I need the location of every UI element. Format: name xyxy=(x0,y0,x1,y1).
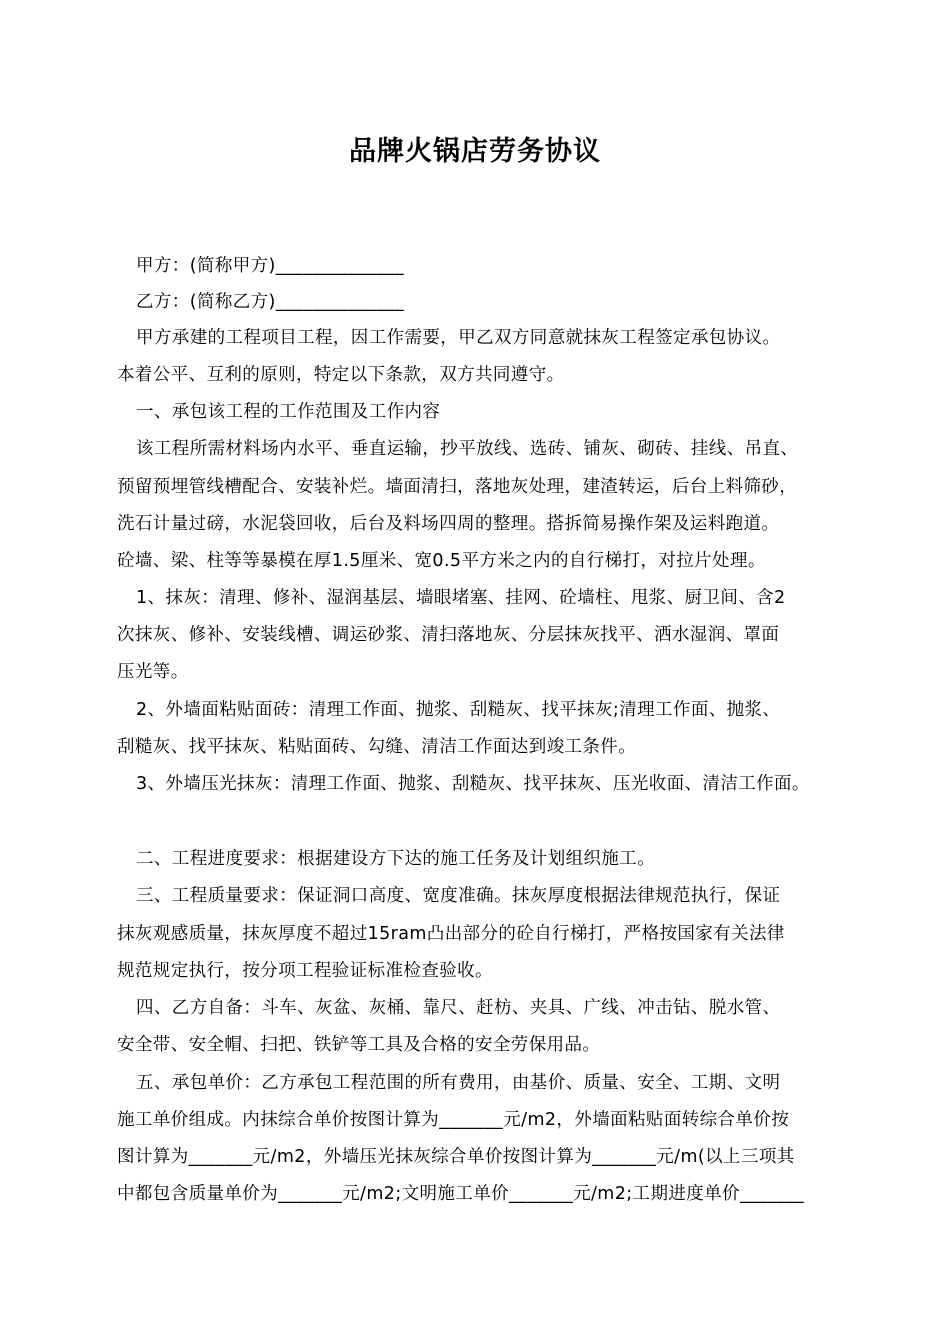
section-4-line: 安全带、安全帽、扫把、铁铲等工具及合格的安全劳保用品。 xyxy=(117,1035,601,1055)
paragraph-line: 该工程所需材料场内水平、垂直运输，抄平放线、选砖、铺灰、砌砖、挂线、吊直、 xyxy=(136,439,799,459)
section-3-line: 三、工程质量要求：保证洞口高度、宽度准确。抹灰厚度根据法律规范执行，保证 xyxy=(136,886,781,906)
paragraph-line: 砼墙、梁、柱等等暴模在厚1.5厘米、宽0.5平方米之内的自行梯打，对拉片处理。 xyxy=(117,551,766,571)
section-3-line: 抹灰观感质量，抹灰厚度不超过15ram凸出部分的砼自行梯打，严格按国家有关法律 xyxy=(117,924,785,944)
party-b-line: 乙方：(简称乙方)______________ xyxy=(136,292,404,312)
paragraph-line: 本着公平、互利的原则，特定以下条款，双方共同遵守。 xyxy=(117,365,565,385)
clause-1-line: 次抹灰、修补、安装线槽、调运砂浆、清扫落地灰、分层抹灰找平、洒水湿润、罩面 xyxy=(117,625,780,645)
clause-2-line: 2、外墙面粘贴面砖：清理工作面、抛浆、刮糙灰、找平抹灰;清理工作面、抛浆、 xyxy=(136,700,781,720)
section-5-line: 五、承包单价：乙方承包工程范围的所有费用，由基价、质量、安全、工期、文明 xyxy=(136,1073,781,1093)
section-4-line: 四、乙方自备：斗车、灰盆、灰桶、靠尺、赶枋、夹具、广线、冲击钻、脱水管、 xyxy=(136,998,781,1018)
clause-1-line: 1、抹灰：清理、修补、湿润基层、墙眼堵塞、挂网、砼墙柱、甩浆、厨卫间、含2 xyxy=(136,588,786,608)
paragraph-line: 预留预埋管线槽配合、安装补烂。墙面清扫，落地灰处理，建渣转运，后台上料筛砂， xyxy=(117,477,798,497)
section-heading-2: 二、工程进度要求：根据建设方下达的施工任务及计划组织施工。 xyxy=(136,849,656,869)
paragraph-line: 洗石计量过磅，水泥袋回收，后台及料场四周的整理。搭拆简易操作架及运料跑道。 xyxy=(117,514,780,534)
section-5-line: 施工单价组成。内抹综合单价按图计算为_______元/m2，外墙面粘贴面转综合单价按 xyxy=(117,1110,790,1130)
section-5-line: 中都包含质量单价为_______元/m2;文明施工单价_______元/m2;工期进度单价_______ xyxy=(117,1184,804,1204)
clause-2-line: 刮糙灰、找平抹灰、粘贴面砖、勾缝、清洁工作面达到竣工条件。 xyxy=(117,737,637,757)
party-a-line: 甲方：(简称甲方)______________ xyxy=(136,256,404,276)
clause-1-line: 压光等。 xyxy=(117,662,189,682)
section-heading-1: 一、承包该工程的工作范围及工作内容 xyxy=(136,402,441,422)
section-5-line: 图计算为_______元/m2，外墙压光抹灰综合单价按图计算为_______元/m(以上三项其 xyxy=(117,1147,795,1167)
document-title: 品牌火锅店劳务协议 xyxy=(349,136,601,167)
paragraph-line: 甲方承建的工程项目工程，因工作需要，甲乙双方同意就抹灰工程签定承包协议。 xyxy=(136,328,781,348)
section-3-line: 规范规定执行，按分项工程验证标准检查验收。 xyxy=(117,961,493,981)
clause-3-line: 3、外墙压光抹灰：清理工作面、抛浆、刮糙灰、找平抹灰、压光收面、清洁工作面。 xyxy=(136,774,810,794)
